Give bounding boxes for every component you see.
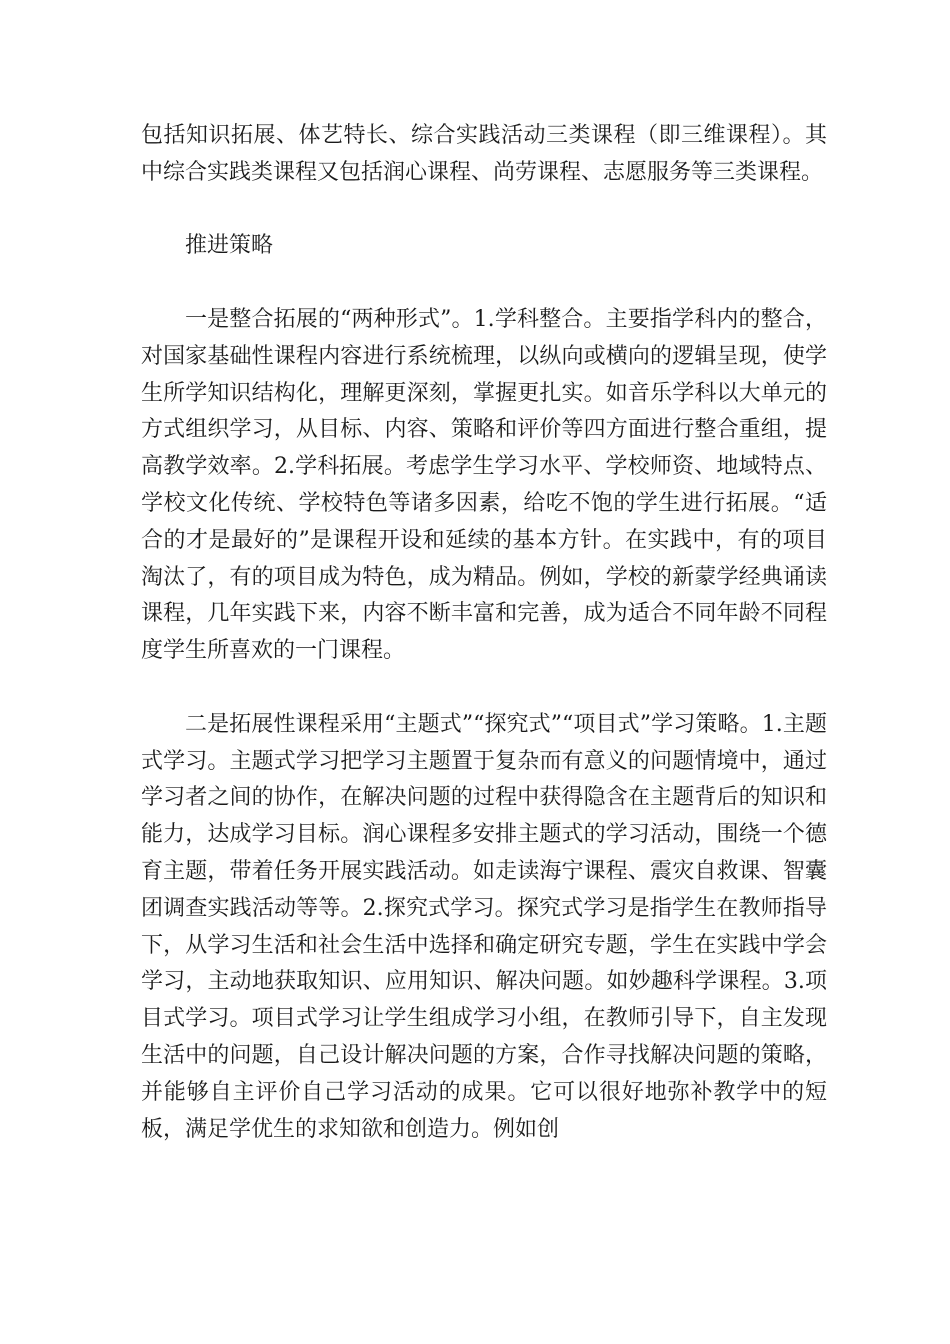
section-heading: 推进策略 (185, 233, 274, 259)
document-body (141, 118, 827, 1148)
paragraph-learning-strategies: 二是拓展性课程采用“主题式”“探究式”“项目式”学习策略。1.主题式学习。主题式学习把学习主题置于复杂而有意义的问题情境中，通过学习者之间的协作，在解决问题的过程中获得隐含在主题背后的知识和能力，达成学习目标。润心课程多安排主题式的学习活动，围绕一个德育主题，带着任务开展实践活动。如走读海宁课程、震灾自救课、智囊团调查实践活动等等。2.探究式学习。探究式学习是指学生在教师指导下，从学习生活和社会生活中选择和确定研究专题，学生在实践中学会学习，主动地获取知识、应用知识、解决问题。如妙趣科学课程。3.项目式学习。项目式学习让学生组成学习小组，在教师引导下，自主发现生活中的问题，自己设计解决问题的方案，合作寻找解决问题的策略，并能够自主评价自己学习活动的成果。它可以很好地弥补教学中的短板，满足学优生的求知欲和创造力。例如创 (141, 711, 827, 1142)
paragraph-course-types: 包括知识拓展、体艺特长、综合实践活动三类课程（即三维课程）。其中综合实践类课程又包括润心课程、尚劳课程、志愿服务等三类课程。 (141, 123, 827, 185)
paragraph-integration-forms: 一是整合拓展的“两种形式”。1.学科整合。主要指学科内的整合，对国家基础性课程内容进行系统梳理，以纵向或横向的逻辑呈现，使学生所学知识结构化，理解更深刻，掌握更扎实。如音乐学科以大单元的方式组织学习，从目标、内容、策略和评价等四方面进行整合重组，提高教学效率。2.学科拓展。考虑学生学习水平、学校师资、地域特点、学校文化传统、学校特色等诸多因素，给吃不饱的学生进行拓展。“适合的才是最好的”是课程开设和延续的基本方针。在实践中，有的项目淘汰了，有的项目成为特色，成为精品。例如，学校的新蒙学经典诵读课程，几年实践下来，内容不断丰富和完善，成为适合不同年龄不同程度学生所喜欢的一门课程。 (141, 306, 827, 664)
